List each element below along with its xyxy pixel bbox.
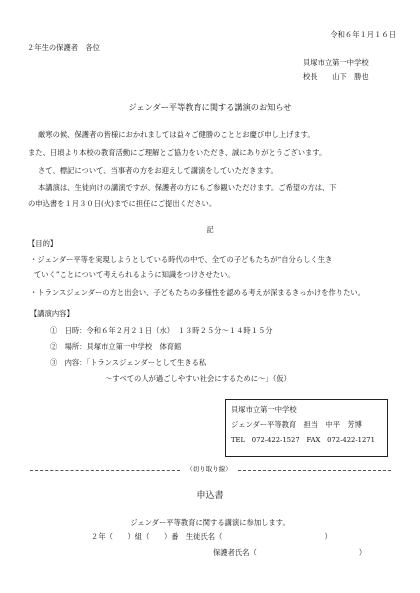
contact-box [225, 399, 388, 457]
contact-person: ジェンダー平等教育 担当 中平 芳博 [231, 420, 362, 429]
purpose-line-2: ていく”ことについて考えられるように知識をつけさせたい。 [34, 270, 235, 279]
contact-phone: TEL 072-422-1527 FAX 072-422-1271 [231, 436, 375, 444]
lecture-item-datetime: ① 日時：令和６年２月２１日（水） １３時２５分～１４時１５分 [50, 326, 273, 335]
contact-school: 貝塚市立第一中学校 [231, 405, 297, 414]
addressee: ２年生の保護者 各位 [27, 43, 100, 52]
intro-line-4: 本講演は、生徒向けの講演ですが、保護者の方にもご参観いただけます。ご希望の方は、下 [38, 183, 337, 192]
sender-school: 貝塚市立第一中学校 [303, 58, 369, 67]
purpose-heading: 【目的】 [28, 239, 58, 248]
intro-line-5: の申込書を１月３０日(火)までに担任にご提出ください。 [28, 199, 217, 208]
form-student-line: ２年（ ）組（ ）番 生徒氏名（ ） [91, 532, 332, 541]
cut-line-label: （切り取り線） [186, 465, 232, 473]
cut-line-left [30, 470, 180, 471]
intro-line-2: また、日頃より本校の教育活動にご理解とご協力をいただき、誠にありがとうございます。 [28, 148, 327, 157]
sender-principal: 校長 山下 勝也 [303, 72, 369, 81]
intro-line-1: 厳寒の候、保護者の皆様におかれましては益々ご健勝のこととお慶び申し上げます。 [38, 130, 315, 139]
purpose-line-1: ・ジェンダー平等を実現しようとしている時代の中で、全ての子どもたちが“自分らしく生き [30, 255, 333, 264]
form-statement: ジェンダー平等教育に関する講演に参加します。 [130, 518, 290, 527]
form-title: 申込書 [196, 491, 224, 501]
lecture-subtitle: ～すべての人が過ごしやすい社会にするために～」（仮） [105, 374, 291, 383]
cut-line-right [238, 470, 391, 471]
document-date: 令和６年１月１６日 [330, 30, 396, 39]
form-guardian-line: 保護者氏名（ ） [213, 548, 367, 557]
ki-heading: 記 [206, 225, 214, 234]
page-title: ジェンダー平等教育に関する講演のお知らせ [128, 102, 292, 112]
lecture-heading: 【講演内容】 [30, 309, 74, 318]
lecture-item-place: ② 場所：貝塚市立第一中学校 体育館 [50, 342, 182, 351]
lecture-item-content: ③ 内容：「トランスジェンダーとして生きる私 [50, 358, 207, 367]
intro-line-3: さて、標記について、当事者の方をお迎えして講演をしていただきます。 [38, 166, 278, 175]
purpose-line-3: ・トランスジェンダーの方と出会い、子どもたちの多様性を認める考えが深まるきっかけを作りたい。 [30, 288, 365, 297]
